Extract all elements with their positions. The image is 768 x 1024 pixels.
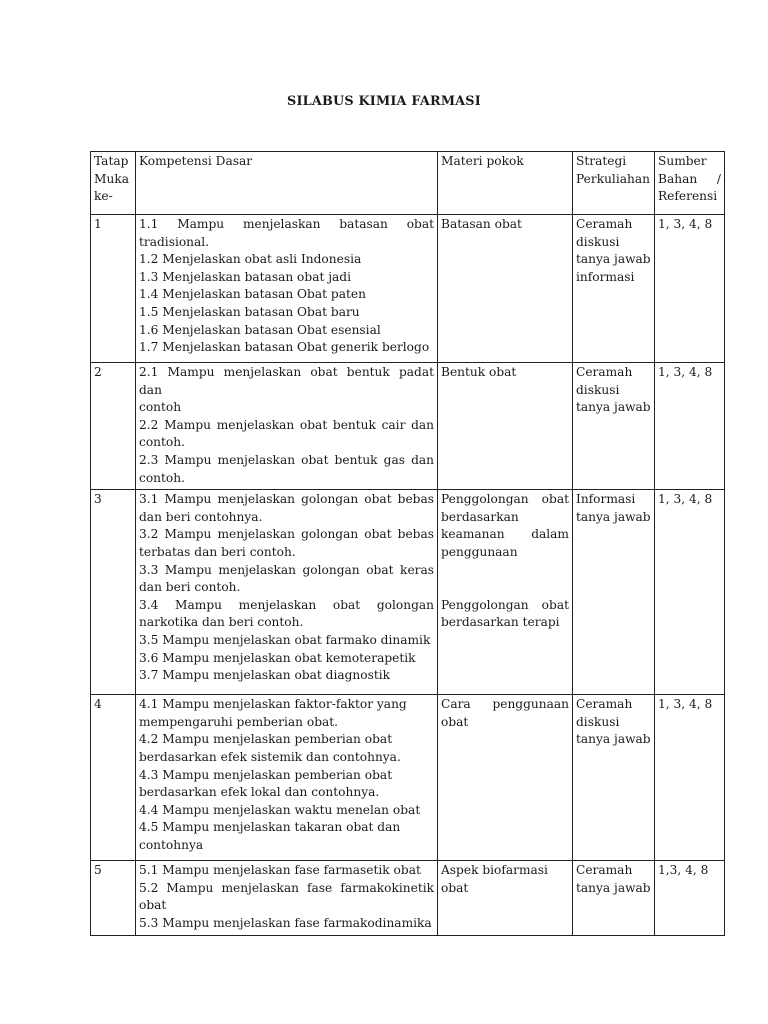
material-cell: Penggolongan obat berdasarkan keamanan dalam penggunaan Penggolongan obat berdasarkan terapi (438, 490, 573, 695)
competency-cell: 3.1 Mampu menjelaskan golongan obat bebas dan beri contohnya. 3.2 Mampu menjelaskan golongan obat bebas terbatas dan beri contoh. 3.3 Mampu menjelaskan golongan obat keras dan beri contoh. 3.4 Mampu menjelaskan obat golongan narkotika dan beri contoh. 3.5 Mampu menjelaskan obat farmako dinamik 3.6 Mampu menjelaskan obat kemoterapetik 3.7 Mampu menjelaskan obat diagnostik (136, 490, 438, 695)
material-cell: Batasan obat (438, 215, 573, 363)
reference-cell: 1, 3, 4, 8 (655, 490, 725, 695)
session-cell: 4 (91, 695, 136, 861)
session-cell: 3 (91, 490, 136, 695)
strategy-cell: Ceramah diskusi tanya jawab (573, 363, 655, 490)
table-row (91, 215, 725, 363)
competency-cell: 2.1 Mampu menjelaskan obat bentuk padat dan contoh 2.2 Mampu menjelaskan obat bentuk cair dan contoh. 2.3 Mampu menjelaskan obat bentuk gas dan contoh. (136, 363, 438, 490)
table-row (91, 861, 725, 935)
strategy-cell: Ceramah diskusi tanya jawab (573, 695, 655, 861)
reference-cell: 1, 3, 4, 8 (655, 363, 725, 490)
strategy-cell: Ceramah diskusi tanya jawab informasi (573, 215, 655, 363)
session-cell: 1 (91, 215, 136, 363)
material-cell: Aspek biofarmasi obat (438, 861, 573, 935)
header-competency: Kompetensi Dasar (136, 152, 438, 215)
competency-cell: 5.1 Mampu menjelaskan fase farmasetik obat 5.2 Mampu menjelaskan fase farmakokinetik obat 5.3 Mampu menjelaskan fase farmakodinamika (136, 861, 438, 935)
syllabus-table (90, 151, 725, 936)
reference-cell: 1, 3, 4, 8 (655, 215, 725, 363)
header-session: Tatap Muka ke- (91, 152, 136, 215)
strategy-cell: Informasi tanya jawab (573, 490, 655, 695)
reference-cell: 1, 3, 4, 8 (655, 695, 725, 861)
table-header-row (91, 152, 725, 215)
page-title: SILABUS KIMIA FARMASI (287, 94, 481, 109)
header-reference: Sumber Bahan / Referensi (655, 152, 725, 215)
table-row (91, 490, 725, 695)
competency-cell: 1.1 Mampu menjelaskan batasan obat tradisional. 1.2 Menjelaskan obat asli Indonesia 1.3 Menjelaskan batasan obat jadi 1.4 Menjelaskan batasan Obat paten 1.5 Menjelaskan batasan Obat baru 1.6 Menjelaskan batasan Obat esensial 1.7 Menjelaskan batasan Obat generik berlogo (136, 215, 438, 363)
table-row (91, 695, 725, 861)
material-cell: Cara penggunaan obat (438, 695, 573, 861)
session-cell: 5 (91, 861, 136, 935)
material-cell: Bentuk obat (438, 363, 573, 490)
reference-cell: 1,3, 4, 8 (655, 861, 725, 935)
competency-cell: 4.1 Mampu menjelaskan faktor-faktor yang mempengaruhi pemberian obat. 4.2 Mampu menjelaskan pemberian obat berdasarkan efek sistemik dan contohnya. 4.3 Mampu menjelaskan pemberian obat berdasarkan efek lokal dan contohnya. 4.4 Mampu menjelaskan waktu menelan obat 4.5 Mampu menjelaskan takaran obat dan contohnya (136, 695, 438, 861)
header-strategy: Strategi Perkuliahan (573, 152, 655, 215)
header-material: Materi pokok (438, 152, 573, 215)
table-row (91, 363, 725, 490)
strategy-cell: Ceramah tanya jawab (573, 861, 655, 935)
session-cell: 2 (91, 363, 136, 490)
